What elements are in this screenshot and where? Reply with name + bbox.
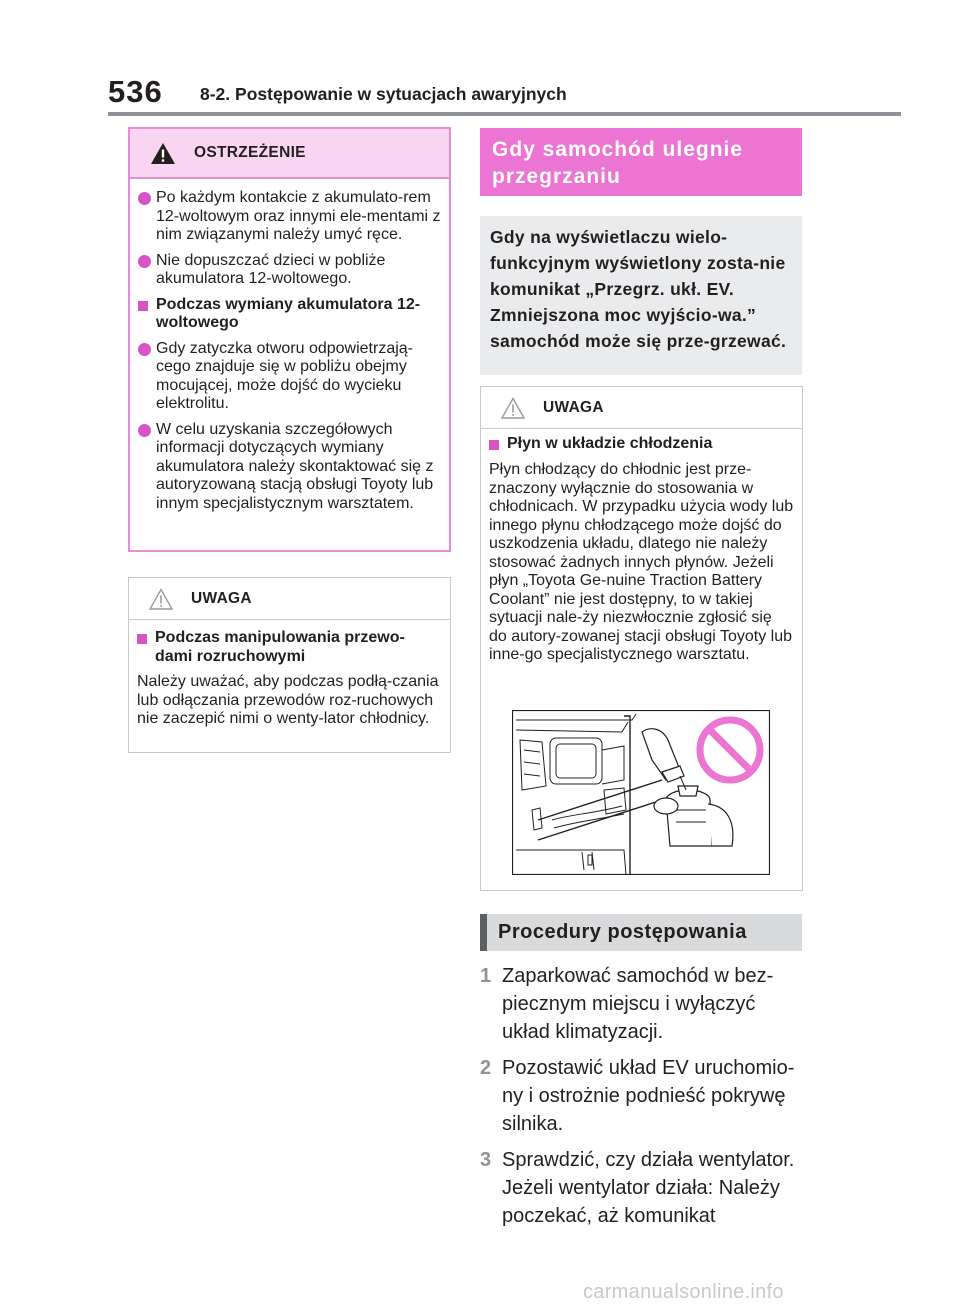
overheat-intro: Gdy na wyświetlaczu wielo-funkcyjnym wyświetlony zosta-nie komunikat „Przegrz. ukł. EV. Zmniejszona moc wyjścio-wa.” samochód może się prze-grzewać. <box>480 216 802 375</box>
bullet-dot-icon <box>138 192 151 205</box>
notice-text: Płyn chłodzący do chłodnic jest prze-znaczony wyłącznie do stosowania w chłodnicach. W przypadku użycia wody lub innego płynu chłodzącego może dojść do uszkodzenia układu, dlatego nie należy stosować żadnych innych płynów. Jeżeli płyn „Toyota Ge-nuine Traction Battery Coolant” nie jest dostępny, to w takiej sytuacji nale-ży niezwłocznie zgłosić się do autory-zowanej stacji obsługi Toyoty lub inne-go specjalistycznego warsztatu. <box>489 461 794 663</box>
warning-triangle-icon <box>150 142 176 165</box>
step-text: Sprawdzić, czy działa wentylator. Jeżeli wentylator działa: Należy poczekać, aż komunikat <box>502 1149 795 1227</box>
bullet-dot-icon <box>138 255 151 268</box>
step-text: Zaparkować samochód w bez-piecznym miejscu i wyłączyć układ klimatyzacji. <box>502 965 774 1043</box>
procedure-step <box>480 1054 802 1138</box>
warning-item: Gdy zatyczka otworu odpowietrzają-cego znajduje się w pobliżu obejmy mocującej, może dojść do wycieku elektrolitu. <box>138 340 441 414</box>
warning-item: Nie dopuszczać dzieci w pobliże akumulatora 12-woltowego. <box>138 252 441 289</box>
bullet-square-icon <box>138 301 148 311</box>
notice-box-left <box>128 577 451 753</box>
notice-subheading: Płyn w układzie chłodzenia <box>489 435 794 454</box>
warning-title: OSTRZEŻENIE <box>194 144 306 161</box>
section-title: 8-2. Postępowanie w sytuacjach awaryjnych <box>200 84 567 104</box>
overheat-heading: Gdy samochód ulegnie przegrzaniu <box>480 128 802 196</box>
notice-text: Należy uważać, aby podczas podłą-czania lub odłączania przewodów roz-ruchowych nie zaczepić nimi o wenty-lator chłodnicy. <box>137 673 439 727</box>
bullet-dot-icon <box>138 424 151 437</box>
bullet-square-icon <box>137 634 147 644</box>
step-text: Pozostawić układ EV uruchomio-ny i ostrożnie podnieść pokrywę silnika. <box>502 1057 795 1135</box>
procedures-heading: Procedury postępowania <box>480 914 802 951</box>
notice-header <box>481 387 802 429</box>
warning-subheading: Podczas wymiany akumulatora 12-woltowego <box>138 296 441 333</box>
notice-header <box>129 578 450 620</box>
step-number: 2 <box>480 1057 492 1079</box>
footer-watermark: carmanualsonline.info <box>583 1281 784 1303</box>
bullet-dot-icon <box>138 343 151 356</box>
page-number: 536 <box>108 74 163 109</box>
notice-title: UWAGA <box>543 398 604 416</box>
procedure-step <box>480 962 802 1046</box>
step-number: 3 <box>480 1149 492 1171</box>
bullet-square-icon <box>489 440 499 450</box>
procedure-step <box>480 1146 802 1230</box>
notice-title: UWAGA <box>191 589 252 607</box>
coolant-illustration <box>512 710 770 875</box>
procedure-steps <box>480 962 802 1238</box>
notice-subheading: Podczas manipulowania przewo-dami rozruchowymi <box>137 629 442 666</box>
caution-triangle-icon <box>149 588 173 610</box>
warning-item: Po każdym kontakcie z akumulato-rem 12-woltowym oraz innymi ele-mentami z nim związanymi należy umyć ręce. <box>138 189 441 245</box>
step-number: 1 <box>480 965 492 987</box>
warning-item: W celu uzyskania szczegółowych informacji dotyczących wymiany akumulatora należy skontaktować się z autoryzowaną stacją obsługi Toyoty lub innym specjalistycznym warsztatem. <box>138 421 441 514</box>
warning-box <box>128 127 451 552</box>
caution-triangle-icon <box>501 397 525 419</box>
warning-header <box>130 129 449 179</box>
header-rule <box>108 112 901 116</box>
